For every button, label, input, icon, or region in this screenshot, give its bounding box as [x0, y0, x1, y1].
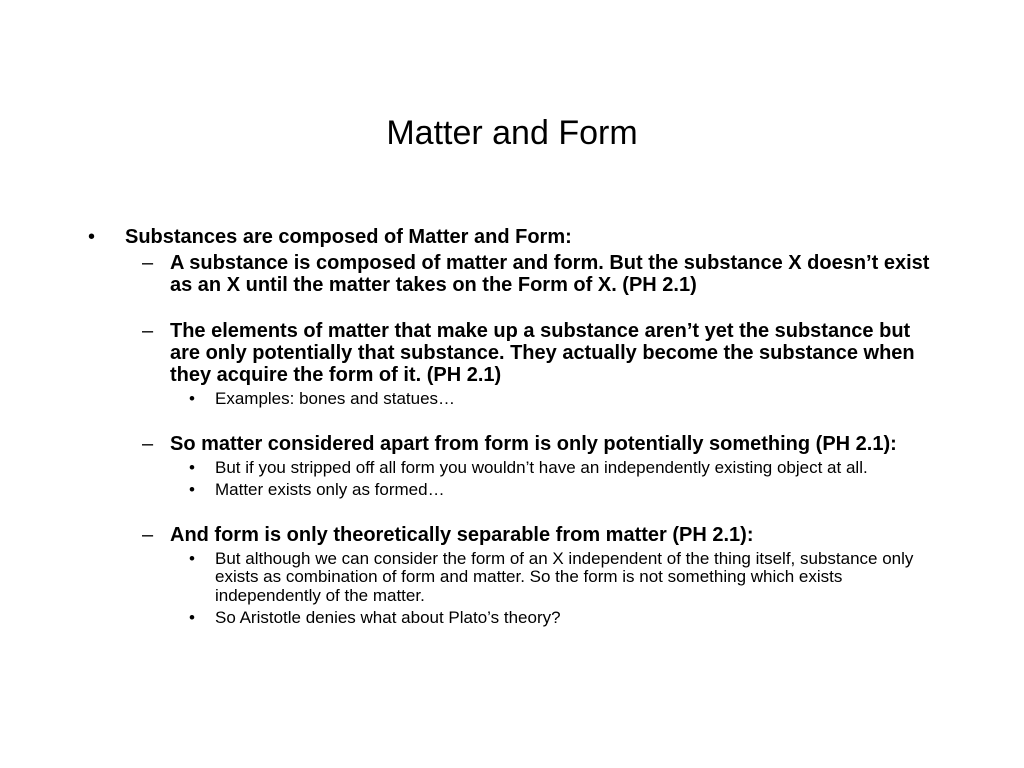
sub-bullet-item: [142, 252, 937, 296]
bullet-list: [0, 226, 1024, 628]
bullet-marker: •: [189, 389, 195, 408]
bullet-marker: •: [189, 457, 195, 477]
bullet-item: [88, 226, 937, 248]
dash-marker: –: [142, 523, 154, 546]
detail-bullet-text: But if you stripped off all form you wouldn’t have an independently existing object at all.: [215, 457, 868, 477]
detail-bullet-text: Matter exists only as formed…: [215, 480, 445, 499]
detail-bullet-item: [189, 389, 937, 409]
bullet-marker: •: [88, 226, 96, 248]
dash-marker: –: [142, 252, 154, 274]
slide-title: Matter and Form: [386, 114, 638, 152]
bullet-marker: •: [189, 548, 195, 568]
detail-bullet-item: [189, 548, 937, 606]
sub-bullet-text: And form is only theoretically separable from matter (PH 2.1):: [170, 523, 754, 546]
sub-bullet-item: [142, 320, 937, 386]
detail-bullet-text: So Aristotle denies what about Plato’s theory?: [215, 608, 561, 627]
dash-marker: –: [142, 320, 154, 342]
detail-bullet-text: But although we can consider the form of an X independent of the thing itself, substance only exists as combination of form and matter. So the form is not something which exists independently of the matter.: [215, 548, 914, 605]
sub-bullet-text: The elements of matter that make up a substance aren’t yet the substance but are only potentially that substance. They actually become the substance when they acquire the form of it. (PH 2.1): [170, 320, 915, 386]
sub-bullet-item: [142, 432, 937, 455]
detail-bullet-text: Examples: bones and statues…: [215, 389, 456, 408]
dash-marker: –: [142, 432, 154, 455]
bullet-marker: •: [189, 608, 195, 627]
detail-bullet-item: [189, 480, 937, 500]
sub-bullet-text: A substance is composed of matter and form. But the substance X doesn’t exist as an X until the matter takes on the Form of X. (PH 2.1): [170, 252, 930, 296]
bullet-text: Substances are composed of Matter and Form:: [125, 226, 572, 248]
sub-bullet-item: [142, 523, 937, 546]
sub-bullet-text: So matter considered apart from form is only potentially something (PH 2.1):: [170, 432, 897, 455]
bullet-marker: •: [189, 480, 195, 499]
detail-bullet-item: [189, 608, 937, 628]
detail-bullet-item: [189, 457, 937, 478]
